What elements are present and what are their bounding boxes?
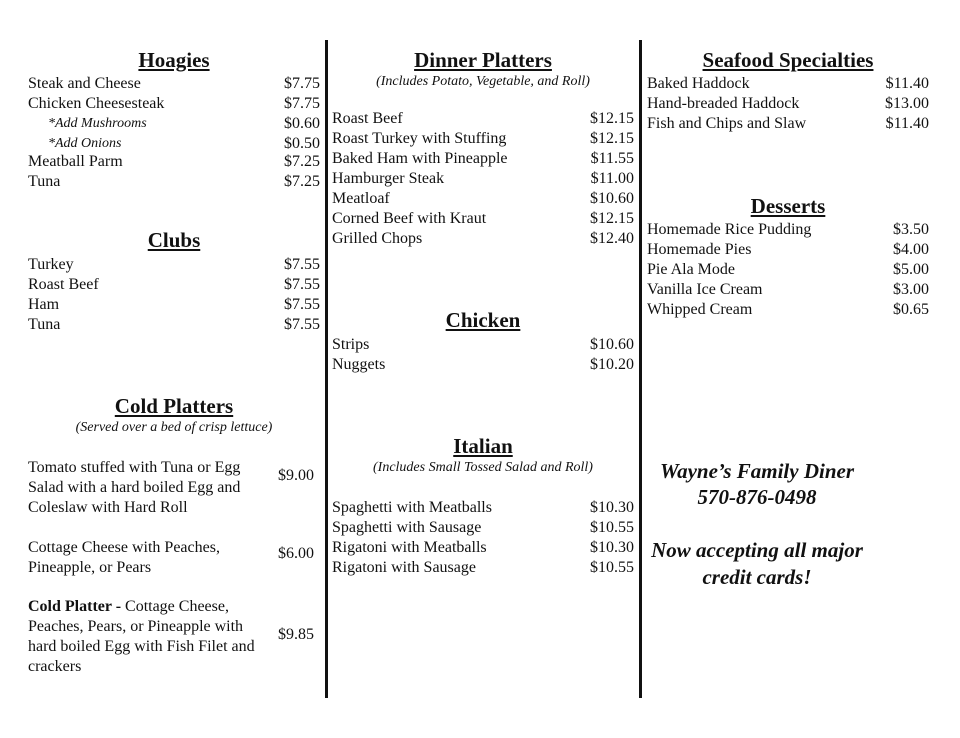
menu-item-addon: *Add Onions $0.50 [48,135,320,152]
menu-item: Corned Beef with Kraut $12.15 [332,210,634,227]
dinner-platters-heading: Dinner Platters [414,48,552,72]
menu-item: Baked Haddock $11.40 [647,75,929,92]
menu-item: Ham $7.55 [28,296,320,313]
menu-item: Whipped Cream $0.65 [647,301,929,318]
menu-item: Tuna $7.25 [28,173,320,190]
menu-item: Strips $10.60 [332,336,634,353]
menu-item: Roast Turkey with Stuffing $12.15 [332,130,634,147]
menu-item: Grilled Chops $12.40 [332,230,634,247]
menu-item: Spaghetti with Meatballs $10.30 [332,499,634,516]
menu-item: Spaghetti with Sausage $10.55 [332,519,634,536]
menu-item: Turkey $7.55 [28,256,320,273]
restaurant-phone: 570-876-0498 [697,485,817,509]
menu-item: Chicken Cheesesteak $7.75 [28,95,320,112]
menu-item: Roast Beef $7.55 [28,276,320,293]
menu-item: Hand-breaded Haddock $13.00 [647,95,929,112]
hoagies-heading: Hoagies [138,48,210,72]
menu-column-left: Hoagies Steak and Cheese $7.75 Chicken Cheesesteak $7.75 *Add Mushrooms $0.60 *Add Onions $0.50 Meatball Parm $7.25 Tuna $7.25 Clubs Turkey $7.55 Roast Beef $7.55 Ham $7.55 Tuna $7.55 Cold Platters (Served over a bed of crisp lettuce) Tomato stuffed with Tuna or Egg Salad with a hard boiled Egg and Coleslaw with Hard Roll $9.00 Cottage Cheese with Peaches, Pineapple, or Pears $6.00 Cold Platter - Cottage Cheese, Peaches, Pears, or Pineapple with hard boiled Egg with Fish Filet and crackers $9.85 [28,48,320,675]
credit-card-notice-line2: credit cards! [702,565,812,589]
menu-item: Pie Ala Mode $5.00 [647,261,929,278]
italian-subtitle: (Includes Small Tossed Salad and Roll) [373,460,593,475]
menu-item: Hamburger Steak $11.00 [332,170,634,187]
chicken-heading: Chicken [445,308,521,332]
credit-card-notice-line1: Now accepting all major [651,538,863,562]
dinner-platters-subtitle: (Includes Potato, Vegetable, and Roll) [376,74,590,89]
menu-item: Rigatoni with Sausage $10.55 [332,559,634,576]
menu-item: Homemade Rice Pudding $3.50 [647,221,929,238]
cold-platters-subtitle: (Served over a bed of crisp lettuce) [75,420,273,435]
menu-item: Tuna $7.55 [28,316,320,333]
menu-item: Homemade Pies $4.00 [647,241,929,258]
menu-item: Meatball Parm $7.25 [28,153,320,170]
menu-item: Fish and Chips and Slaw $11.40 [647,115,929,132]
seafood-heading: Seafood Specialties [702,48,874,72]
column-divider-right [639,40,642,698]
menu-item: Meatloaf $10.60 [332,190,634,207]
italian-heading: Italian [453,434,513,458]
restaurant-name: Wayne’s Family Diner [659,459,855,483]
menu-column-right [647,0,929,738]
menu-item: Nuggets $10.20 [332,356,634,373]
cold-platters-heading: Cold Platters [114,394,234,418]
menu-item: Vanilla Ice Cream $3.00 [647,281,929,298]
cold-platter-label: Cold Platter - [28,598,122,615]
column-divider-left [325,40,328,698]
menu-item: Steak and Cheese $7.75 [28,75,320,92]
menu-item: Roast Beef $12.15 [332,110,634,127]
clubs-heading: Clubs [147,228,201,252]
desserts-heading: Desserts [750,194,826,218]
menu-item-addon: *Add Mushrooms $0.60 [48,115,320,132]
menu-column-middle [332,0,634,738]
menu-item: Baked Ham with Pineapple $11.55 [332,150,634,167]
menu-item: Rigatoni with Meatballs $10.30 [332,539,634,556]
